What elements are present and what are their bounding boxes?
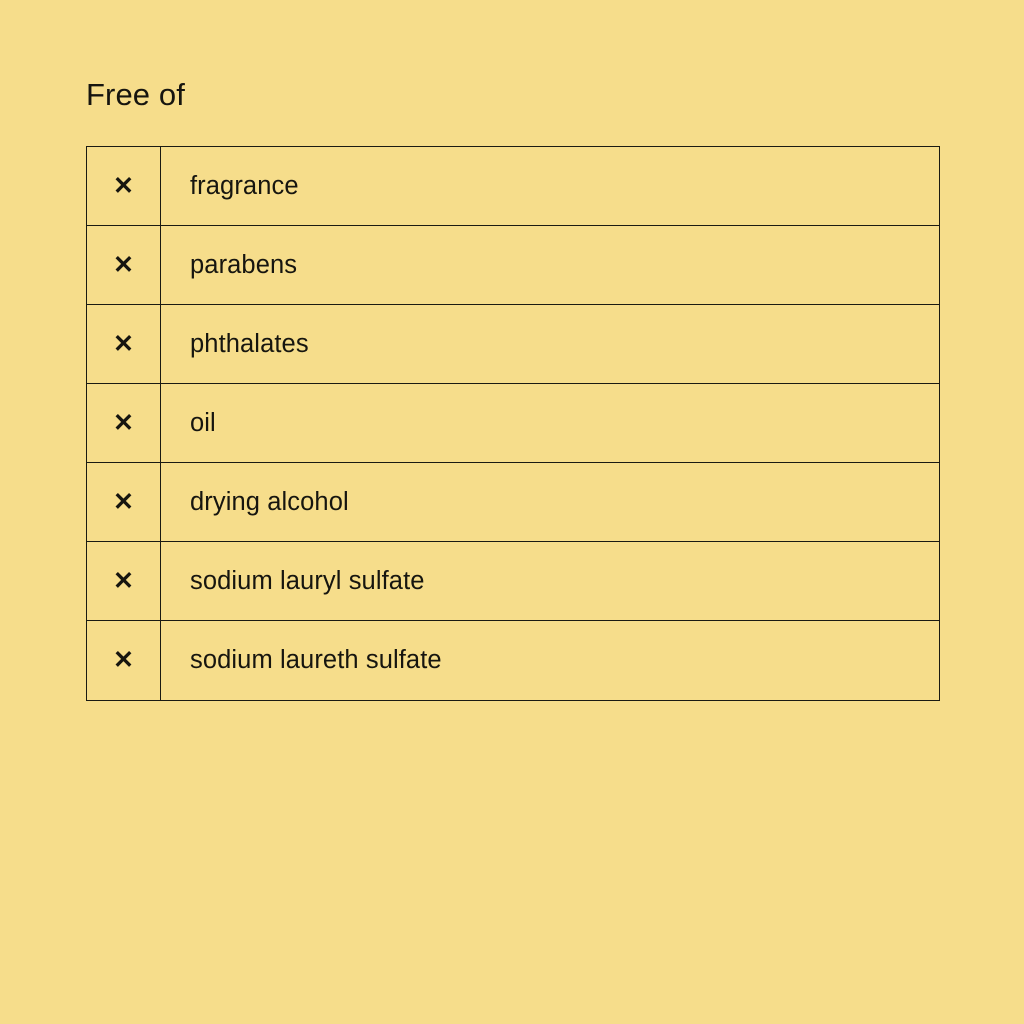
cross-icon: ✕	[113, 487, 134, 516]
page-title: Free of	[86, 77, 185, 112]
cross-icon: ✕	[113, 566, 134, 595]
table-row	[87, 147, 939, 226]
table-row	[87, 305, 939, 384]
ingredient-label-cell	[161, 305, 939, 383]
table-row	[87, 542, 939, 621]
cross-icon: ✕	[113, 408, 134, 437]
exclusion-mark-cell	[87, 542, 161, 620]
ingredient-label: phthalates	[190, 329, 309, 358]
cross-icon: ✕	[113, 329, 134, 358]
ingredient-label-cell	[161, 384, 939, 462]
cross-icon: ✕	[113, 646, 134, 674]
cross-icon: ✕	[113, 171, 134, 200]
ingredient-label: fragrance	[190, 171, 299, 200]
ingredient-label: drying alcohol	[190, 487, 349, 516]
table-row	[87, 226, 939, 305]
exclusion-mark-cell	[87, 384, 161, 462]
ingredient-label: parabens	[190, 250, 298, 279]
ingredient-label: sodium laureth sulfate	[190, 646, 442, 675]
ingredient-label-cell	[161, 226, 939, 304]
table-row	[87, 621, 939, 700]
table-row	[87, 384, 939, 463]
ingredient-label: sodium lauryl sulfate	[190, 566, 425, 595]
free-of-table	[86, 146, 940, 701]
exclusion-mark-cell	[87, 147, 161, 225]
cross-icon: ✕	[113, 250, 134, 279]
ingredient-label-cell	[161, 463, 939, 541]
exclusion-mark-cell	[87, 226, 161, 304]
ingredient-label-cell	[161, 542, 939, 620]
ingredient-label-cell	[161, 621, 939, 700]
exclusion-mark-cell	[87, 463, 161, 541]
exclusion-mark-cell	[87, 621, 161, 700]
ingredient-label-cell	[161, 147, 939, 225]
exclusion-mark-cell	[87, 305, 161, 383]
ingredient-label: oil	[190, 408, 216, 437]
table-row	[87, 463, 939, 542]
